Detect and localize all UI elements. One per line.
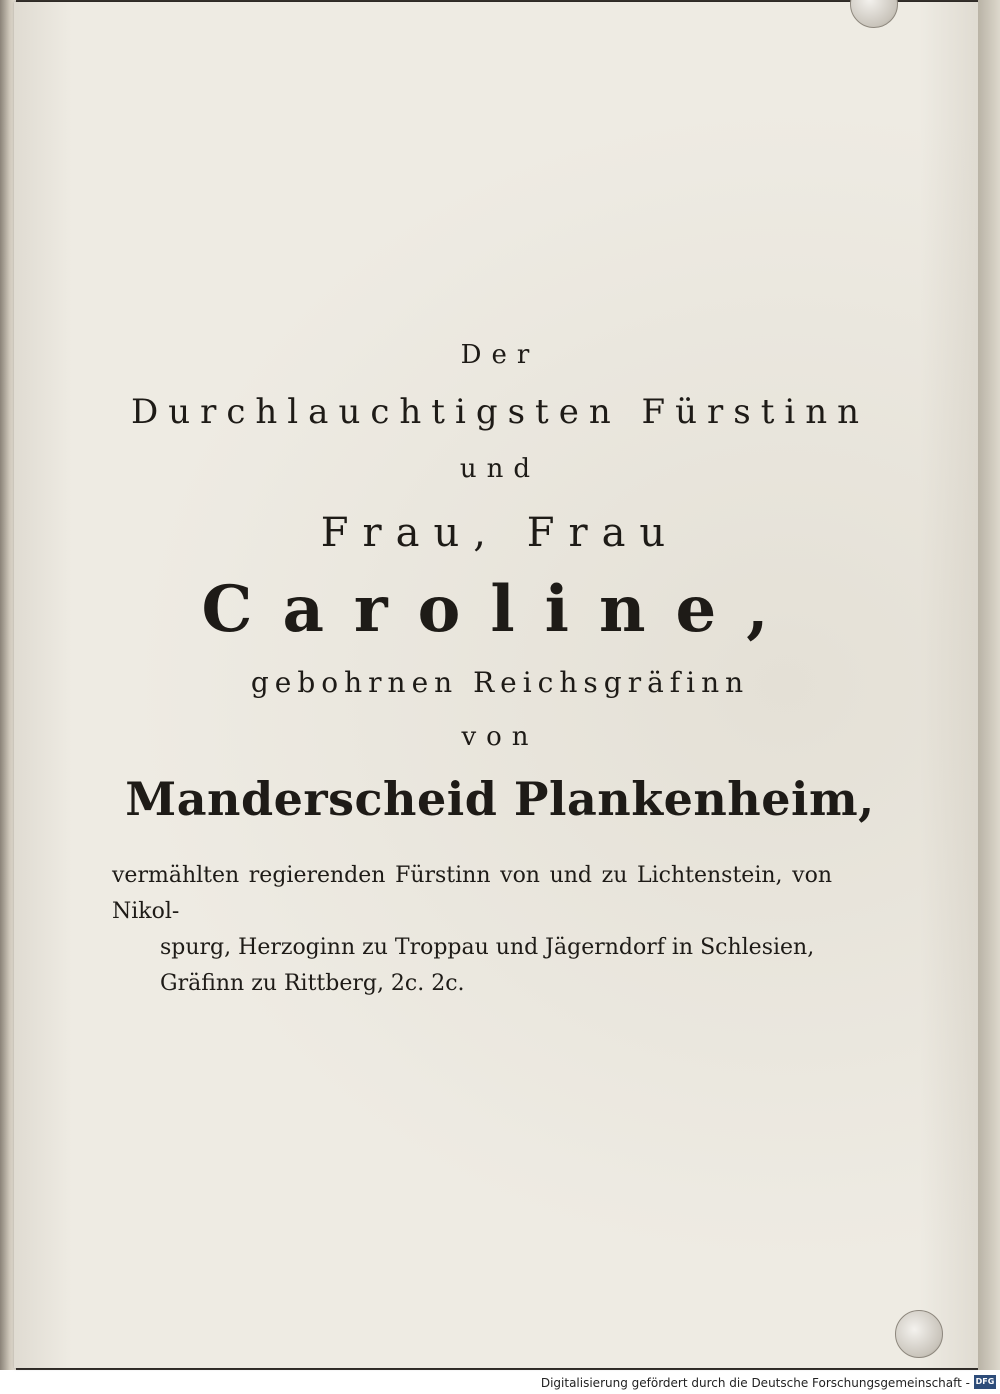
digitization-credit: Digitalisierung gefördert durch die Deutsche Forschungsgemeinschaft -	[540, 1376, 970, 1390]
heading-caroline: Caroline,	[201, 572, 799, 647]
heading-gebohrnen: gebohrnen Reichsgräfinn	[250, 666, 750, 699]
heading-manderscheid: Manderscheid Plankenheim,	[125, 772, 875, 826]
body-line-3: Gräfinn zu Rittberg, 2c. 2c.	[160, 971, 465, 996]
heading-der: Der	[460, 340, 540, 370]
dedication-body	[112, 858, 832, 1002]
heading-und: und	[459, 454, 541, 484]
heading-durchlauchtigsten: Durchlauchtigsten Fürstinn	[130, 392, 870, 432]
heading-frau: Frau, Frau	[320, 510, 680, 556]
body-line-2: spurg, Herzoginn zu Troppau und Jägerndorf in Schlesien,	[160, 935, 815, 960]
page-clip-bottom-icon	[895, 1310, 943, 1358]
dfg-logo-icon: DFG	[974, 1375, 996, 1389]
body-line-1: vermählten regierenden Fürstinn von und zu Lichtenstein, von Nikol-	[112, 863, 832, 924]
heading-von: von	[461, 722, 539, 752]
